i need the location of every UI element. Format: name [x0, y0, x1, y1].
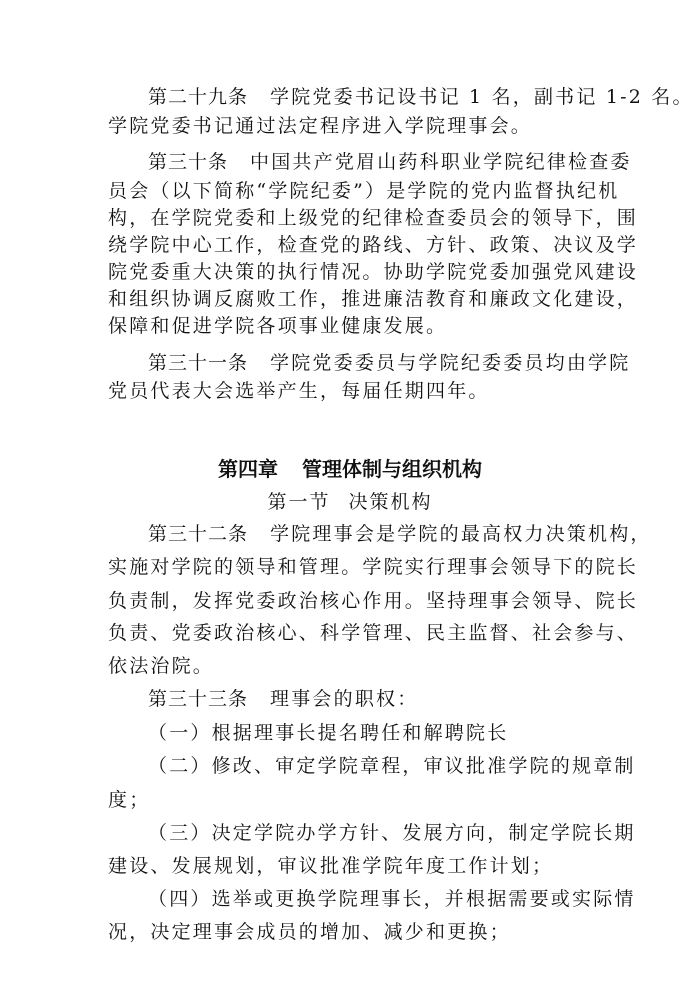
list-item-3-line-1: （三）决定学院办学方针、发展方向，制定学院长期 — [148, 822, 636, 844]
article-32-line-5: 依法治院。 — [108, 655, 215, 677]
article-29-text: 学院党委书记设书记 1 名，副书记 1-2 名。 — [270, 86, 694, 108]
list-item-4-line-1: （四）选举或更换学院理事长，并根据需要或实际情 — [148, 888, 636, 910]
article-29-line-2: 学院党委书记通过法定程序进入学院理事会。 — [108, 115, 533, 137]
article-33-title: 第三十三条 — [148, 688, 249, 710]
article-32-line-1 — [148, 521, 652, 547]
article-30-title: 第三十条 — [148, 151, 229, 173]
article-31-line-1 — [148, 350, 630, 376]
article-29-line-1 — [148, 84, 694, 110]
article-31-text: 学院党委委员与学院纪委委员均由学院 — [270, 352, 631, 374]
article-30-line-1 — [148, 149, 632, 175]
list-item-3-line-2: 建设、发展规划，审议批准学院年度工作计划； — [108, 855, 554, 877]
section-number: 第一节 — [267, 491, 331, 513]
article-31-line-2: 党员代表大会选举产生，每届任期四年。 — [108, 380, 490, 402]
article-30-line-2: 员会（以下简称“学院纪委”）是学院的党内监督执纪机 — [108, 180, 620, 202]
chapter-heading — [0, 455, 700, 483]
article-30-text: 中国共产党眉山药科职业学院纪律检查委 — [250, 151, 632, 173]
article-33-line-1 — [148, 686, 418, 712]
list-item-2-line-2: 度； — [108, 789, 151, 811]
section-heading — [0, 489, 700, 515]
article-32-line-3: 负责制，发挥党委政治核心作用。坚持理事会领导、院长 — [108, 590, 639, 612]
article-30-line-7: 保障和促进学院各项事业健康发展。 — [108, 315, 448, 337]
chapter-title: 管理体制与组织机构 — [302, 457, 482, 481]
section-title: 决策机构 — [348, 491, 433, 513]
article-30-line-5: 院党委重大决策的执行情况。协助学院党委加强党风建设 — [108, 261, 639, 283]
list-item-2-line-1: （二）修改、审定学院章程，审议批准学院的规章制 — [148, 755, 636, 777]
article-30-line-6: 和组织协调反腐败工作，推进廉洁教育和廉政文化建设， — [108, 288, 639, 310]
article-32-text: 学院理事会是学院的最高权力决策机构， — [270, 523, 652, 545]
article-29-title: 第二十九条 — [148, 86, 249, 108]
list-item-4-line-2: 况，决定理事会成员的增加、减少和更换； — [108, 921, 511, 943]
list-item-1-line-1: （一）根据理事长提名聘任和解聘院长 — [148, 722, 509, 744]
article-32-line-2: 实施对学院的领导和管理。学院实行理事会领导下的院长 — [108, 556, 639, 578]
article-33-text: 理事会的职权： — [270, 688, 419, 710]
article-32-title: 第三十二条 — [148, 523, 249, 545]
chapter-number: 第四章 — [218, 457, 278, 481]
article-31-title: 第三十一条 — [148, 352, 249, 374]
article-32-line-4: 负责、党委政治核心、科学管理、民主监督、社会参与、 — [108, 622, 639, 644]
article-30-line-4: 绕学院中心工作，检查党的路线、方针、政策、决议及学 — [108, 234, 639, 256]
article-30-line-3: 构，在学院党委和上级党的纪律检查委员会的领导下，围 — [108, 207, 639, 229]
